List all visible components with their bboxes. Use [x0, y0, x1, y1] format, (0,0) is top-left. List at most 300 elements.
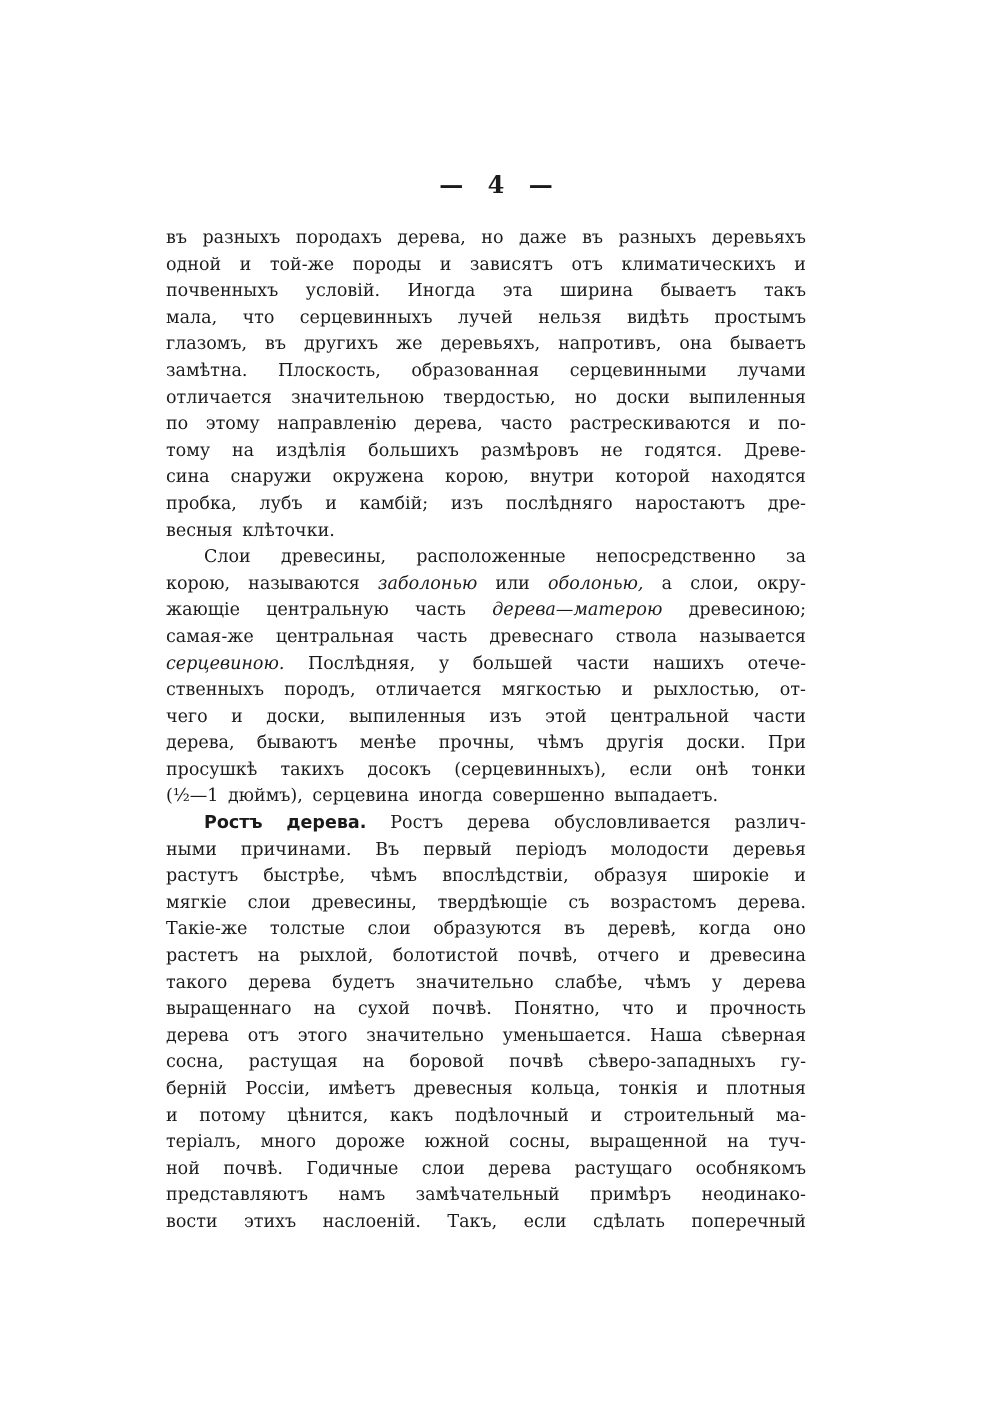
word: и: [231, 706, 243, 727]
word: эта: [502, 281, 533, 302]
body-text: [166, 225, 806, 1236]
word: слои: [247, 892, 291, 913]
word: разныхъ: [618, 228, 697, 248]
word: въ: [265, 334, 287, 355]
word: оно: [773, 919, 806, 940]
word: доски.: [686, 733, 746, 754]
word: чѣмъ: [370, 866, 418, 887]
word: если: [523, 1211, 567, 1232]
word: сухой: [357, 999, 411, 1020]
word: направленію: [277, 414, 397, 435]
word: и: [748, 414, 761, 435]
word: породахъ: [295, 228, 382, 248]
word: ствола: [615, 626, 678, 647]
word: въ: [166, 228, 187, 248]
word: центральной: [610, 706, 730, 727]
text-line: [166, 1023, 806, 1050]
word: или: [495, 573, 530, 594]
word: твердостью,: [443, 387, 556, 408]
word: самая-же: [166, 626, 254, 647]
text-line: [166, 1182, 806, 1209]
word: южной: [424, 1132, 490, 1153]
word: породъ,: [284, 680, 356, 701]
word: такихъ: [280, 759, 345, 780]
word: размѣровъ: [480, 440, 579, 461]
word: много: [260, 1132, 317, 1153]
word: породы: [352, 254, 422, 275]
word: прочность: [709, 999, 806, 1020]
word: неодинако-: [701, 1185, 806, 1206]
word: на: [313, 999, 336, 1020]
word: тонки: [751, 759, 806, 780]
word: берній: [166, 1079, 228, 1099]
word: окру-: [757, 573, 806, 594]
word: почвѣ.: [432, 999, 492, 1020]
word: Наша: [649, 1025, 703, 1046]
word: ственныхъ: [166, 680, 264, 701]
word: цѣнится,: [287, 1105, 369, 1126]
word: не: [600, 440, 623, 461]
word: видѣть: [626, 307, 689, 328]
text-line: [166, 863, 806, 890]
word: серцевинными: [569, 360, 707, 381]
word: твердѣющіе: [437, 892, 548, 913]
word: Такъ,: [447, 1211, 498, 1232]
text-line: [166, 1209, 806, 1236]
word: туч-: [768, 1132, 806, 1153]
word: образуя: [593, 866, 668, 887]
text-line: [166, 970, 806, 997]
word: выращенной: [589, 1132, 708, 1153]
word: отече-: [747, 653, 806, 674]
word: камбій;: [359, 493, 429, 514]
word: примѣръ: [590, 1185, 672, 1206]
word: выпиленныя: [348, 706, 466, 727]
word: дюймъ),: [228, 786, 303, 807]
word: называются: [248, 573, 360, 594]
word: по-: [777, 414, 806, 435]
word: имѣетъ: [328, 1079, 396, 1099]
text-line: [166, 278, 806, 305]
word: этихъ: [243, 1211, 297, 1232]
text-line: [166, 996, 806, 1023]
word: и: [439, 254, 452, 275]
word: послѣдняго: [505, 493, 613, 514]
text-line: [166, 305, 806, 332]
word: замѣчательный: [415, 1185, 560, 1206]
word: Иногда: [407, 281, 476, 302]
word: деревѣ,: [607, 919, 677, 940]
word: причинами.: [240, 839, 352, 860]
word: сѣверная: [721, 1025, 806, 1046]
word: нашихъ: [652, 653, 725, 674]
word: значительно: [415, 972, 534, 993]
word: прочны,: [438, 733, 515, 754]
word: лучами: [737, 360, 806, 381]
text-line: [166, 1129, 806, 1156]
word: боровой: [409, 1052, 485, 1073]
word: древесины,: [280, 547, 387, 568]
word: часть: [416, 626, 468, 647]
word: древесины,: [311, 892, 417, 913]
word: чего: [166, 706, 208, 727]
word: и: [696, 1079, 708, 1099]
word: нельзя: [538, 307, 602, 328]
text-line: [166, 916, 806, 943]
word: періодъ: [515, 839, 587, 860]
word: слабѣе,: [554, 972, 623, 993]
word: деревьяхъ: [711, 228, 806, 248]
word: слои: [421, 1158, 465, 1179]
word: части: [752, 706, 806, 727]
word: Древе-: [744, 440, 806, 461]
word: дороже: [335, 1132, 406, 1153]
word: большей: [472, 653, 553, 674]
word: доски: [616, 387, 670, 408]
word: подѣлочный: [454, 1105, 569, 1126]
word: окружена: [332, 467, 425, 488]
word: дерева: [166, 1025, 229, 1046]
word: она: [679, 334, 713, 355]
word: слои: [367, 919, 411, 940]
text-line: [166, 331, 806, 358]
word: такъ: [763, 281, 806, 302]
word: ширина: [560, 281, 634, 302]
word: молодости: [610, 839, 709, 860]
word: наслоеній.: [322, 1211, 421, 1232]
word: болотистой: [392, 946, 499, 967]
word: чѣмъ: [643, 972, 691, 993]
word: что: [242, 307, 275, 328]
text-line: [166, 943, 806, 970]
word: а: [661, 573, 673, 594]
text-line: [166, 464, 806, 491]
word: центральная: [275, 626, 395, 647]
word: гу-: [780, 1052, 806, 1073]
word: ной: [166, 1158, 200, 1179]
word: часто: [500, 414, 553, 435]
word: При: [767, 733, 806, 754]
word: бываютъ: [256, 733, 338, 754]
word: представляютъ: [166, 1185, 308, 1206]
word: зависятъ: [469, 254, 554, 275]
text-line: [166, 837, 806, 864]
word: ма-: [776, 1105, 806, 1126]
word: части: [576, 653, 630, 674]
word: дре-: [767, 493, 806, 514]
word: мала,: [166, 307, 218, 328]
word: и: [794, 866, 806, 887]
word: впослѣдствіи,: [442, 866, 569, 887]
word: дерева: [248, 972, 312, 993]
word: древесиною;: [688, 600, 806, 621]
text-line: [166, 810, 806, 837]
word: расположенные: [416, 547, 566, 568]
word: изъ: [450, 493, 484, 514]
word: выпадаетъ.: [614, 786, 719, 807]
word: теріалъ,: [166, 1132, 242, 1153]
word: деревьяхъ,: [440, 334, 541, 355]
word: Россіи,: [245, 1079, 311, 1099]
word: мягкіе: [166, 892, 227, 913]
word: называется: [699, 626, 806, 647]
word: выпиленныя: [689, 387, 806, 408]
word: напротивъ,: [558, 334, 662, 355]
word: корою,: [444, 467, 509, 488]
word: толстые: [269, 919, 346, 940]
word: дерева.: [286, 813, 367, 834]
word: досокъ: [367, 759, 432, 780]
word: и: [621, 680, 634, 701]
word: издѣлія: [276, 440, 347, 461]
word: же: [396, 334, 423, 355]
word: просушкѣ: [166, 759, 258, 780]
word: снаружи: [230, 467, 312, 488]
word: весныя: [166, 520, 233, 541]
text-line: [166, 890, 806, 917]
word: онѣ: [695, 759, 729, 780]
word: значительною: [291, 387, 425, 408]
word: совершенно: [492, 786, 605, 807]
word: почвѣ,: [518, 946, 578, 967]
word: слои,: [690, 573, 739, 594]
word: дерева,: [166, 733, 235, 754]
word: этого: [297, 1025, 348, 1046]
word: одной: [166, 254, 222, 275]
word: условій.: [305, 281, 381, 302]
text-line: [166, 571, 806, 598]
word: рыхлой,: [299, 946, 374, 967]
word: сина: [166, 467, 210, 488]
word: у: [438, 653, 450, 674]
word: обусловливается: [554, 813, 711, 834]
word: сосна,: [166, 1052, 224, 1073]
word: поперечный: [691, 1211, 806, 1232]
word: древесина: [709, 946, 806, 967]
word: менѣе: [359, 733, 417, 754]
word: по: [166, 414, 189, 435]
word: строительный: [623, 1105, 755, 1126]
word: дерева: [742, 972, 806, 993]
word: ными: [166, 839, 217, 860]
word: растрескиваются: [569, 414, 731, 435]
word: кольца,: [530, 1079, 601, 1099]
word: которой: [615, 467, 691, 488]
word: и: [239, 254, 252, 275]
word: бываетъ: [660, 281, 737, 302]
word: возрастомъ: [610, 892, 717, 913]
word: но: [481, 228, 504, 248]
text-line: [166, 438, 806, 465]
word: и: [166, 1105, 178, 1126]
word: отличается: [166, 387, 272, 408]
word: на: [726, 1132, 750, 1153]
text-line: [166, 1076, 806, 1103]
text-line: [166, 1103, 806, 1130]
word: отъ: [247, 1025, 280, 1046]
word: корою,: [166, 573, 231, 594]
word: лубъ: [259, 493, 303, 514]
word: за: [785, 547, 806, 568]
word: серцевинныхъ: [299, 307, 433, 328]
word: тонкія: [618, 1079, 679, 1099]
word: Слои: [204, 547, 251, 568]
text-line: [166, 704, 806, 731]
word: чѣмъ: [536, 733, 584, 754]
word: годятся.: [644, 440, 723, 461]
word: этой: [545, 706, 587, 727]
word: деревья: [732, 839, 806, 860]
word: Ростъ: [390, 813, 444, 834]
word: сдѣлать: [593, 1211, 665, 1232]
word: образуются: [433, 919, 542, 940]
word: серцевиною.: [166, 653, 285, 674]
word: часть: [414, 600, 466, 621]
text-line: [166, 544, 806, 571]
word: и: [675, 999, 688, 1020]
word: непосредственно: [595, 547, 756, 568]
word: лучей: [457, 307, 513, 328]
text-line: [166, 651, 806, 678]
word: жающіе: [166, 600, 240, 621]
word: отъ: [571, 254, 603, 275]
word: внутри: [529, 467, 595, 488]
text-line: [166, 411, 806, 438]
word: замѣтна.: [166, 360, 248, 381]
word: (½—1: [166, 786, 219, 807]
word: уменьшается.: [502, 1025, 632, 1046]
text-line: [166, 624, 806, 651]
word: будетъ: [332, 972, 395, 993]
word: Плоскость,: [278, 360, 381, 381]
word: растущая: [248, 1052, 338, 1073]
word: значительно: [366, 1025, 484, 1046]
word: Ростъ: [204, 813, 263, 834]
word: Въ: [375, 839, 400, 860]
word: растущаго: [574, 1158, 673, 1179]
word: Такіе-же: [166, 919, 248, 940]
word: простымъ: [714, 307, 806, 328]
word: дерева: [467, 813, 531, 834]
word: рыхлостью,: [653, 680, 760, 701]
word: древесныя: [413, 1079, 513, 1099]
word: дерева,: [397, 228, 466, 248]
word: сосны,: [509, 1132, 571, 1153]
word: другихъ: [303, 334, 379, 355]
word: древеснаго: [489, 626, 594, 647]
word: но: [574, 387, 597, 408]
word: дерева—матерою: [492, 600, 663, 621]
word: какъ: [389, 1105, 434, 1126]
text-line: [166, 358, 806, 385]
word: почвѣ.: [223, 1158, 283, 1179]
word: потому: [199, 1105, 266, 1126]
word: почвѣ: [509, 1052, 564, 1073]
word: у: [711, 972, 722, 993]
word: иногда: [418, 786, 483, 807]
word: дерева,: [414, 414, 483, 435]
text-line: [166, 677, 806, 704]
word: намъ: [338, 1185, 386, 1206]
word: доски,: [266, 706, 326, 727]
word: быстрѣе,: [263, 866, 346, 887]
text-line: [166, 491, 806, 518]
word: даже: [518, 228, 567, 248]
text-line: [166, 1156, 806, 1183]
text-line: [166, 385, 806, 412]
word: (серцевинныхъ),: [454, 759, 607, 780]
word: заболонью: [377, 573, 478, 594]
word: на: [232, 440, 255, 461]
word: на: [362, 1052, 385, 1073]
text-line: [166, 730, 806, 757]
word: мягкостью: [501, 680, 602, 701]
word: и: [325, 493, 337, 514]
word: первый: [423, 839, 492, 860]
word: въ: [582, 228, 604, 248]
word: отчего: [597, 946, 660, 967]
word: почвенныхъ: [166, 281, 279, 302]
word: на: [257, 946, 280, 967]
word: плотныя: [726, 1079, 806, 1099]
word: широкіе: [692, 866, 770, 887]
word: въ: [564, 919, 586, 940]
word: той-же: [269, 254, 335, 275]
word: растетъ: [166, 946, 239, 967]
word: Послѣдняя,: [307, 653, 416, 674]
word: растутъ: [166, 866, 239, 887]
word: глазомъ,: [166, 334, 248, 355]
word: дерева: [488, 1158, 552, 1179]
word: съ: [568, 892, 590, 913]
word: оболонью,: [548, 573, 644, 594]
word: особнякомъ: [695, 1158, 806, 1179]
word: Понятно,: [513, 999, 600, 1020]
word: наростаютъ: [635, 493, 746, 514]
word: другія: [606, 733, 665, 754]
page-number: — 4 —: [439, 170, 561, 199]
word: когда: [698, 919, 751, 940]
word: пробка,: [166, 493, 237, 514]
word: находятся: [711, 467, 806, 488]
word: центральную: [266, 600, 389, 621]
word: от-: [779, 680, 806, 701]
word: и: [794, 254, 806, 275]
word: бываетъ: [730, 334, 806, 355]
word: дерева.: [737, 892, 806, 913]
word: выращеннаго: [166, 999, 292, 1020]
word: климатическихъ: [621, 254, 776, 275]
word: и: [678, 946, 691, 967]
word: если: [629, 759, 673, 780]
word: разныхъ: [202, 228, 281, 248]
word: серцевина: [312, 786, 409, 807]
word: тому: [166, 440, 211, 461]
text-line: [166, 783, 806, 810]
text-line: [166, 757, 806, 784]
text-line: [166, 518, 806, 545]
text-line: [166, 225, 806, 252]
word: клѣточки.: [242, 520, 335, 541]
word: что: [622, 999, 654, 1020]
word: образованная: [411, 360, 540, 381]
word: Годичные: [306, 1158, 399, 1179]
word: сѣверо-западныхъ: [588, 1052, 756, 1073]
text-line: [166, 1049, 806, 1076]
word: вости: [166, 1211, 218, 1232]
word: изъ: [489, 706, 522, 727]
text-line: [166, 597, 806, 624]
